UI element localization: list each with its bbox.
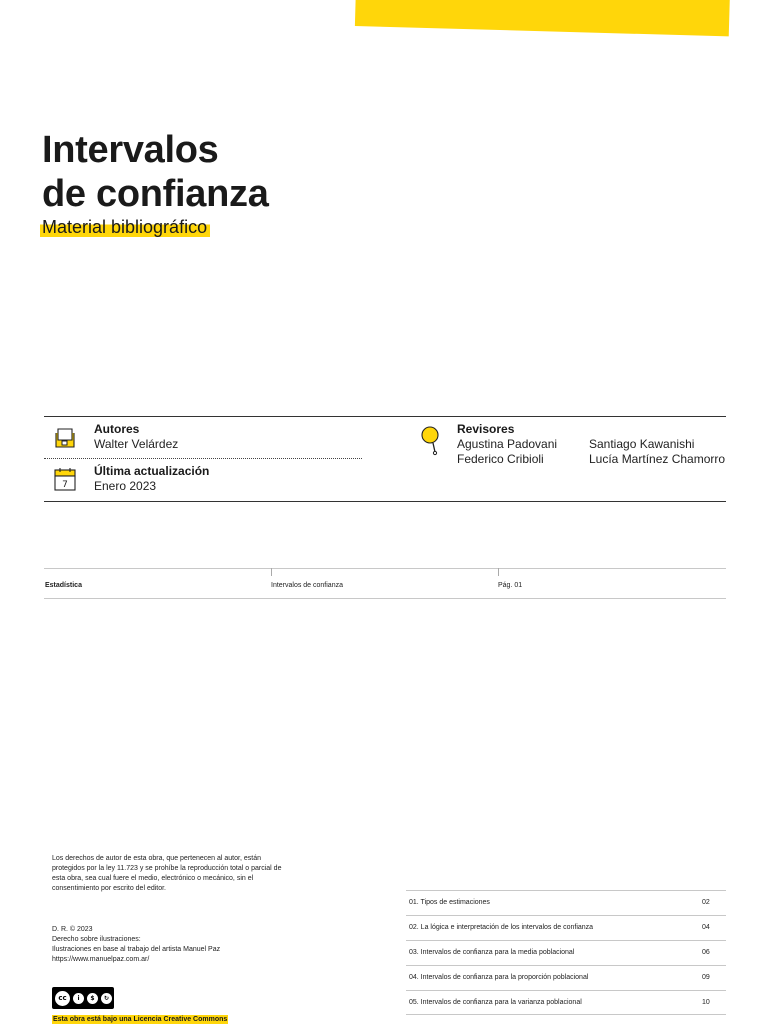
toc-row[interactable] (406, 990, 726, 1015)
toc-title: 03. Intervalos de confianza para la media poblacional (409, 949, 575, 956)
runner-tick (271, 568, 272, 576)
meta-dotted-divider (44, 458, 362, 459)
runner-bottom-rule (44, 598, 726, 599)
reviewers-label: Revisores (457, 422, 515, 436)
title-line-2: de confianza (42, 173, 269, 215)
subtitle-block (40, 216, 210, 238)
runner-page: Pág. 01 (498, 582, 523, 589)
authors-value: Walter Velárdez (94, 437, 179, 451)
dr-line: D. R. © 2023 (52, 926, 93, 933)
toc-row[interactable] (406, 940, 726, 965)
top-accent-stripe (355, 0, 730, 36)
toc-page: 10 (702, 999, 710, 1006)
updated-value: Enero 2023 (94, 479, 157, 493)
toc-row[interactable] (406, 915, 726, 940)
toc-page: 06 (702, 949, 710, 956)
table-of-contents (406, 890, 726, 1015)
license-notice: Esta obra está bajo una Licencia Creative Commons (53, 1016, 228, 1023)
reviewer-name: Agustina Padovani (457, 437, 558, 451)
toc-title: 05. Intervalos de confianza para la varianza poblacional (409, 999, 582, 1006)
toc-title: 04. Intervalos de confianza para la proporción poblacional (409, 974, 589, 981)
toc-row[interactable] (406, 890, 726, 915)
runner-subject: Estadística (45, 582, 82, 589)
authors-label: Autores (94, 422, 140, 436)
paper-note-icon (52, 426, 78, 457)
runner-top-rule (44, 568, 726, 569)
runner-topic: Intervalos de confianza (271, 582, 343, 589)
credits-url: https://www.manuelpaz.com.ar/ (52, 956, 150, 963)
ill-rights-line: Derecho sobre ilustraciones: (52, 936, 141, 943)
magnifying-glass-icon (418, 424, 444, 461)
meta-top-rule (44, 416, 726, 417)
cc-by-icon: i (72, 992, 85, 1005)
toc-page: 02 (702, 899, 710, 906)
creative-commons-by-nc-sa-icon (52, 987, 114, 1009)
reviewer-name: Santiago Kawanishi (589, 437, 695, 451)
cc-nc-icon: $ (86, 992, 99, 1005)
runner-tick (498, 568, 499, 576)
reviewer-name: Lucía Martínez Chamorro (589, 452, 726, 466)
title-line-1: Intervalos (42, 129, 219, 171)
toc-title: 02. La lógica e interpretación de los intervalos de confianza (409, 924, 594, 931)
updated-label: Última actualización (94, 464, 210, 478)
toc-row[interactable] (406, 965, 726, 990)
document-title (42, 128, 269, 216)
toc-page: 04 (702, 924, 710, 931)
toc-title: 01. Tipos de estimaciones (409, 899, 490, 906)
reviewer-name: Federico Cribioli (457, 452, 544, 466)
toc-page: 09 (702, 974, 710, 981)
document-subtitle: Material bibliográfico (40, 216, 210, 238)
calendar-icon (52, 466, 78, 497)
calendar-day: 7 (62, 480, 68, 490)
cc-sa-icon: ↻ (100, 992, 113, 1005)
illustration-credits (52, 925, 292, 965)
copyright-notice: Los derechos de autor de esta obra, que pertenecen al autor, están protegidos por la ley 11.723 y se prohíbe la reproducción total o parcial de esta obra, sea cual fuere el medio, electrónico o mecánico, sin el consentimiento por escrito del editor. (52, 855, 282, 892)
cc-logo-icon: cc (54, 990, 71, 1007)
meta-bottom-rule (44, 501, 726, 502)
ill-credit-line: Ilustraciones en base al trabajo del artista Manuel Paz (52, 946, 221, 953)
